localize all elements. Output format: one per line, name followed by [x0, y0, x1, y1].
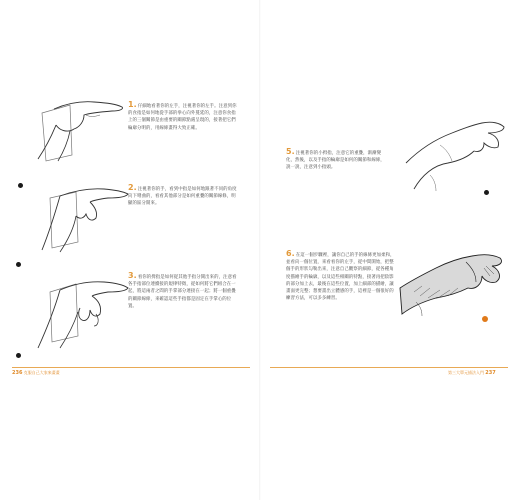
- left-footer: [12, 370, 60, 376]
- right-running-title: 第三大單元描法入門: [448, 370, 484, 375]
- step-2-marker: [16, 262, 21, 267]
- hand-drawing-step-3: [18, 270, 133, 360]
- step-1-body: 仔細地看著你的左手，注視著你的左手。注意到你的食指是如何地從手部的拳心向外蔓延的，注意你食指上的三個關節是由重要的關節點處呈現的，接著把它們輪廓分明的，用線條畫得大致正確。: [128, 104, 237, 131]
- right-footer-rule: [270, 367, 508, 368]
- hand-drawing-step-2: [20, 180, 130, 265]
- hand-sketch-bent-fingers: [20, 180, 130, 265]
- step-2-body: 注視著你的手，看到中指是如何地跟著不同的角度向下彎曲的，看看其他部分是如何重疊的關節線條，明顯的區分開來。: [128, 187, 237, 207]
- step-3-marker: [16, 353, 21, 358]
- hand-drawing-step-1: [24, 95, 134, 175]
- right-page: [260, 0, 520, 500]
- step-5-marker: [484, 190, 489, 195]
- step-6-number: 6.: [286, 249, 295, 258]
- hand-sketch-detailed-fingers: [18, 270, 133, 360]
- step-6-body: 在這一個步驟裡，讓你自己的手的線條更加柔和，並看向一個位置，來看看你的左手，從中間開始，把整個手的形狀勾勒出來，注意自己觀察的細節，從各種角度描繪手的輪廓，以及這些相關的特點，接著再把陰影的部分加上去，最後在這些位置，加上細部的描繪，讓畫面更完整；想要畫出立體感的手，這裡是一個很好的練習方法，可以多多練習。: [286, 253, 395, 302]
- step-5-body: 注視著你的小拇指，注意它的重疊，渐漸變化，然後，以及手指的輪廓是如何的關節和線條，說一說，注意到小指頭。: [286, 151, 385, 171]
- left-footer-rule: [12, 367, 250, 368]
- step-5-number: 5.: [286, 147, 295, 156]
- step-6-marker: [482, 316, 488, 322]
- hand-drawing-step-5: [400, 105, 510, 195]
- right-footer: [448, 370, 496, 376]
- hand-drawing-step-6: [396, 232, 514, 322]
- hand-sketch-pointing: [24, 95, 134, 175]
- hand-sketch-side-view: [400, 105, 510, 195]
- step-5-text: [286, 148, 386, 172]
- step-2-text: [128, 184, 238, 208]
- step-2-number: 2.: [128, 183, 137, 192]
- hand-sketch-shaded: [396, 232, 514, 322]
- step-3-body: 看你的拇指是如何從其他手指分開出來的，注意看各手指部位連續接的規律特徵，從如何將它們組合在一起，將這兩者之間的手掌部分連接在一起；將一個重疊的關節線條，來確認這些手指都是固定在手掌心的位置。: [128, 275, 237, 309]
- step-3-number: 3.: [128, 271, 137, 280]
- step-1-text: [128, 101, 238, 132]
- right-page-number: 237: [485, 370, 496, 376]
- step-6-text: [286, 250, 398, 302]
- step-3-text: [128, 272, 238, 310]
- left-page-number: 236: [12, 370, 23, 376]
- step-1-number: 1.: [128, 100, 137, 109]
- left-running-title: 克服自己大家來畫畫: [23, 370, 60, 375]
